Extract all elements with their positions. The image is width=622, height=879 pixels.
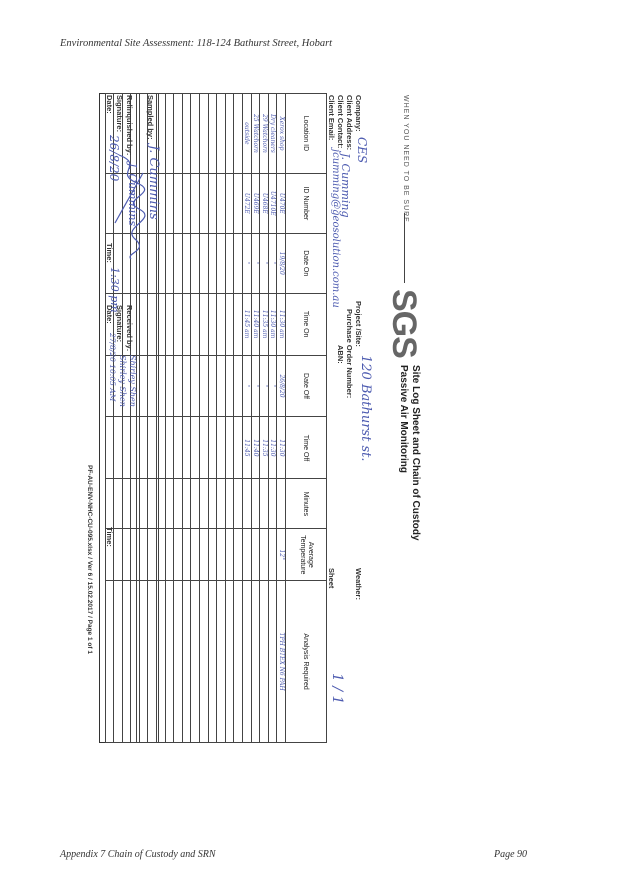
table-cell xyxy=(122,417,131,479)
table-cell xyxy=(200,417,209,479)
table-cell xyxy=(191,479,200,529)
table-cell: outside xyxy=(243,94,252,174)
table-cell xyxy=(225,94,234,174)
table-cell xyxy=(208,94,217,174)
project-site-label: Project /Site: xyxy=(354,301,363,347)
table-cell xyxy=(208,529,217,581)
col-date-off: Date Off xyxy=(286,355,327,417)
table-cell: " xyxy=(243,355,252,417)
table-row xyxy=(234,94,243,743)
table-cell xyxy=(200,479,209,529)
table-row xyxy=(182,94,191,743)
table-row xyxy=(208,94,217,743)
table-cell xyxy=(251,529,260,581)
table-cell xyxy=(208,233,217,293)
table-cell xyxy=(251,479,260,529)
table-row xyxy=(243,94,252,743)
table-cell xyxy=(165,581,174,743)
table-cell xyxy=(165,94,174,174)
table-cell: 11:30 xyxy=(268,417,277,479)
table-cell xyxy=(234,94,243,174)
table-row xyxy=(200,94,209,743)
page-footer-right: Page 90 xyxy=(494,849,528,860)
form-title: Site Log Sheet and Chain of Custody xyxy=(410,365,421,541)
table-cell xyxy=(182,233,191,293)
table-cell: 11:40 xyxy=(251,417,260,479)
table-cell xyxy=(243,529,252,581)
table-cell xyxy=(191,293,200,355)
table-row xyxy=(260,94,269,743)
col-minutes: Minutes xyxy=(286,479,327,529)
sheet-value: 1 / 1 xyxy=(329,673,345,705)
table-cell: 29 Watchorn xyxy=(260,94,269,174)
table-cell: " xyxy=(251,233,260,293)
company-value: CES xyxy=(355,137,369,164)
sgs-logo: SGS xyxy=(385,289,423,358)
client-address-label: Client Address: xyxy=(345,95,354,151)
table-cell xyxy=(225,355,234,417)
form-subtitle: Passive Air Monitoring xyxy=(398,365,409,473)
table-cell xyxy=(200,233,209,293)
table-cell xyxy=(174,581,183,743)
date-value: 26/8/20 xyxy=(107,135,121,182)
table-cell: U468E xyxy=(260,173,269,233)
table-cell xyxy=(122,529,131,581)
table-cell: " xyxy=(260,355,269,417)
table-cell xyxy=(148,233,157,293)
table-cell xyxy=(148,529,157,581)
page-header: Environmental Site Assessment: 118-124 Bathurst Street, Hobart xyxy=(60,38,333,49)
table-cell xyxy=(234,479,243,529)
table-cell xyxy=(260,529,269,581)
table-cell xyxy=(200,581,209,743)
table-cell xyxy=(260,581,269,743)
relinquished-by-value: J. Cummins xyxy=(126,163,139,227)
table-row xyxy=(217,94,226,743)
table-cell: 11:40 am xyxy=(251,293,260,355)
table-cell xyxy=(139,581,148,743)
table-cell xyxy=(208,173,217,233)
table-cell: 12° xyxy=(277,529,286,581)
signature-scribble xyxy=(109,153,149,263)
table-cell: 11:45 xyxy=(243,417,252,479)
chain-of-custody-form xyxy=(86,93,423,743)
table-cell xyxy=(182,173,191,233)
table-cell xyxy=(165,417,174,479)
table-cell xyxy=(148,479,157,529)
table-cell: " xyxy=(243,233,252,293)
table-cell xyxy=(174,293,183,355)
table-cell xyxy=(268,529,277,581)
table-cell xyxy=(191,173,200,233)
document-code: PF-AU-ENV-NHC-CU-095.xlsx / Ver 6 / 15.02.2017 / Page 1 of 1 xyxy=(86,465,93,654)
table-cell xyxy=(217,293,226,355)
table-cell xyxy=(182,479,191,529)
table-cell xyxy=(217,355,226,417)
client-email-value: jcumming@geosolution.com.au xyxy=(330,149,341,308)
table-cell: " xyxy=(268,233,277,293)
table-cell xyxy=(191,581,200,743)
table-cell xyxy=(182,293,191,355)
client-contact-value: J. Cumming xyxy=(339,153,352,218)
table-cell xyxy=(182,94,191,174)
table-cell: 26/8/20 xyxy=(277,355,286,417)
table-cell xyxy=(208,293,217,355)
table-cell xyxy=(165,293,174,355)
table-cell xyxy=(148,417,157,479)
table-cell xyxy=(225,233,234,293)
table-cell xyxy=(234,581,243,743)
table-cell xyxy=(208,355,217,417)
table-header-row xyxy=(286,94,327,743)
col-analysis-required: Analysis Required xyxy=(286,581,327,743)
sampled-by-value: J. Cummins xyxy=(146,145,161,220)
table-cell xyxy=(122,479,131,529)
project-site-value: 120 Bathurst st. xyxy=(358,355,373,462)
client-contact-label: Client Contact: xyxy=(336,95,345,149)
received-time-label: Time: xyxy=(105,527,114,547)
table-cell: " xyxy=(260,233,269,293)
table-cell: U472E xyxy=(243,173,252,233)
table-cell xyxy=(217,529,226,581)
signature-label: Signature: xyxy=(115,95,124,133)
table-cell xyxy=(174,479,183,529)
table-cell xyxy=(200,293,209,355)
table-row xyxy=(277,94,286,743)
table-cell xyxy=(217,581,226,743)
table-cell xyxy=(139,479,148,529)
table-cell xyxy=(217,417,226,479)
table-cell xyxy=(234,293,243,355)
col-time-off: Time Off xyxy=(286,417,327,479)
table-cell xyxy=(174,529,183,581)
table-cell xyxy=(191,233,200,293)
received-by-label: Received by: xyxy=(125,305,134,352)
table-cell xyxy=(225,293,234,355)
table-cell xyxy=(208,581,217,743)
time-label: Time: xyxy=(105,243,114,263)
sgs-tagline: WHEN YOU NEED TO BE SURE xyxy=(402,95,409,223)
logo-rule xyxy=(404,213,405,283)
table-cell xyxy=(114,479,123,529)
table-cell: 19/8/20 xyxy=(277,233,286,293)
date-label: Date: xyxy=(105,95,114,114)
table-cell xyxy=(182,417,191,479)
time-value: 1:30 pm xyxy=(108,267,121,313)
table-row xyxy=(174,94,183,743)
table-cell xyxy=(191,417,200,479)
table-cell xyxy=(182,529,191,581)
page-footer-left: Appendix 7 Chain of Custody and SRN xyxy=(60,849,216,860)
table-cell xyxy=(139,293,148,355)
table-cell xyxy=(191,355,200,417)
table-cell: 11:35 am xyxy=(260,293,269,355)
table-row xyxy=(268,94,277,743)
table-cell: 11:45 am xyxy=(243,293,252,355)
table-cell xyxy=(114,581,123,743)
client-email-label: Client Email: xyxy=(327,95,336,141)
table-cell xyxy=(165,355,174,417)
table-cell xyxy=(277,479,286,529)
received-signature-value: Shirley Shen xyxy=(118,355,127,407)
table-cell xyxy=(234,529,243,581)
table-cell xyxy=(139,417,148,479)
table-cell xyxy=(208,479,217,529)
table-cell: Xerox shop xyxy=(277,94,286,174)
col-location-id: Location ID xyxy=(286,94,327,174)
sampled-by-label: Sampled by: xyxy=(146,95,155,140)
col-id-number: ID Number xyxy=(286,173,327,233)
table-cell xyxy=(122,581,131,743)
table-cell xyxy=(217,94,226,174)
table-cell xyxy=(234,355,243,417)
table-cell: 11:30 am xyxy=(268,293,277,355)
col-time-on: Time On xyxy=(286,293,327,355)
table-cell xyxy=(191,529,200,581)
table-row xyxy=(191,94,200,743)
received-date-value: 27/8/20 10:05 AM xyxy=(108,333,117,402)
table-cell xyxy=(105,479,114,529)
table-cell xyxy=(268,479,277,529)
col-date-on: Date On xyxy=(286,233,327,293)
table-cell: TPH BTEX N6 PAH xyxy=(277,581,286,743)
purchase-order-label: Purchase Order Number: xyxy=(345,309,354,399)
table-cell xyxy=(139,529,148,581)
table-cell xyxy=(200,94,209,174)
table-cell: U470E xyxy=(277,173,286,233)
received-by-value: Shirley Shen xyxy=(128,355,137,407)
table-cell xyxy=(174,173,183,233)
table-cell xyxy=(243,581,252,743)
relinquished-by-label: Relinquished by: xyxy=(125,95,134,156)
table-cell: " xyxy=(268,355,277,417)
abn-label: ABN: xyxy=(336,345,345,364)
table-cell xyxy=(234,173,243,233)
table-cell xyxy=(174,94,183,174)
table-cell xyxy=(217,233,226,293)
table-cell xyxy=(251,581,260,743)
col-average-temperature: Average Temperature xyxy=(286,529,327,581)
table-cell xyxy=(217,479,226,529)
table-cell xyxy=(200,529,209,581)
table-cell xyxy=(260,479,269,529)
table-cell xyxy=(234,417,243,479)
table-row xyxy=(251,94,260,743)
table-cell xyxy=(114,417,123,479)
table-cell xyxy=(165,529,174,581)
table-cell xyxy=(225,529,234,581)
table-cell xyxy=(148,293,157,355)
table-cell xyxy=(114,529,123,581)
table-cell xyxy=(268,581,277,743)
table-cell: 25 Watchorn xyxy=(251,94,260,174)
sheet-label: Sheet xyxy=(327,568,336,589)
table-cell xyxy=(139,355,148,417)
table-cell: " xyxy=(251,355,260,417)
table-cell xyxy=(234,233,243,293)
table-cell xyxy=(174,355,183,417)
table-cell xyxy=(225,479,234,529)
table-cell xyxy=(148,581,157,743)
table-cell xyxy=(200,355,209,417)
table-row xyxy=(165,94,174,743)
table-cell xyxy=(165,233,174,293)
table-cell xyxy=(225,173,234,233)
table-row xyxy=(225,94,234,743)
table-cell: 11:30 am xyxy=(277,293,286,355)
table-cell xyxy=(243,479,252,529)
received-date-label: Date: xyxy=(105,305,114,324)
table-cell xyxy=(174,233,183,293)
table-cell xyxy=(165,479,174,529)
table-cell xyxy=(191,94,200,174)
table-cell xyxy=(105,417,114,479)
table-cell xyxy=(148,355,157,417)
table-cell xyxy=(200,173,209,233)
table-cell xyxy=(208,417,217,479)
table-cell xyxy=(105,581,114,743)
table-cell: 11:35 xyxy=(260,417,269,479)
table-cell: 11:30 xyxy=(277,417,286,479)
table-cell: U469E xyxy=(251,173,260,233)
received-signature-label: Signature: xyxy=(115,305,124,343)
table-cell xyxy=(225,417,234,479)
table-cell xyxy=(225,581,234,743)
table-cell xyxy=(182,355,191,417)
table-cell xyxy=(182,581,191,743)
table-cell xyxy=(217,173,226,233)
company-label: Company: xyxy=(354,95,363,132)
weather-label: Weather: xyxy=(354,568,363,600)
table-cell xyxy=(174,417,183,479)
table-cell: Dry cleaners xyxy=(268,94,277,174)
table-cell xyxy=(165,173,174,233)
table-cell: U4710E xyxy=(268,173,277,233)
